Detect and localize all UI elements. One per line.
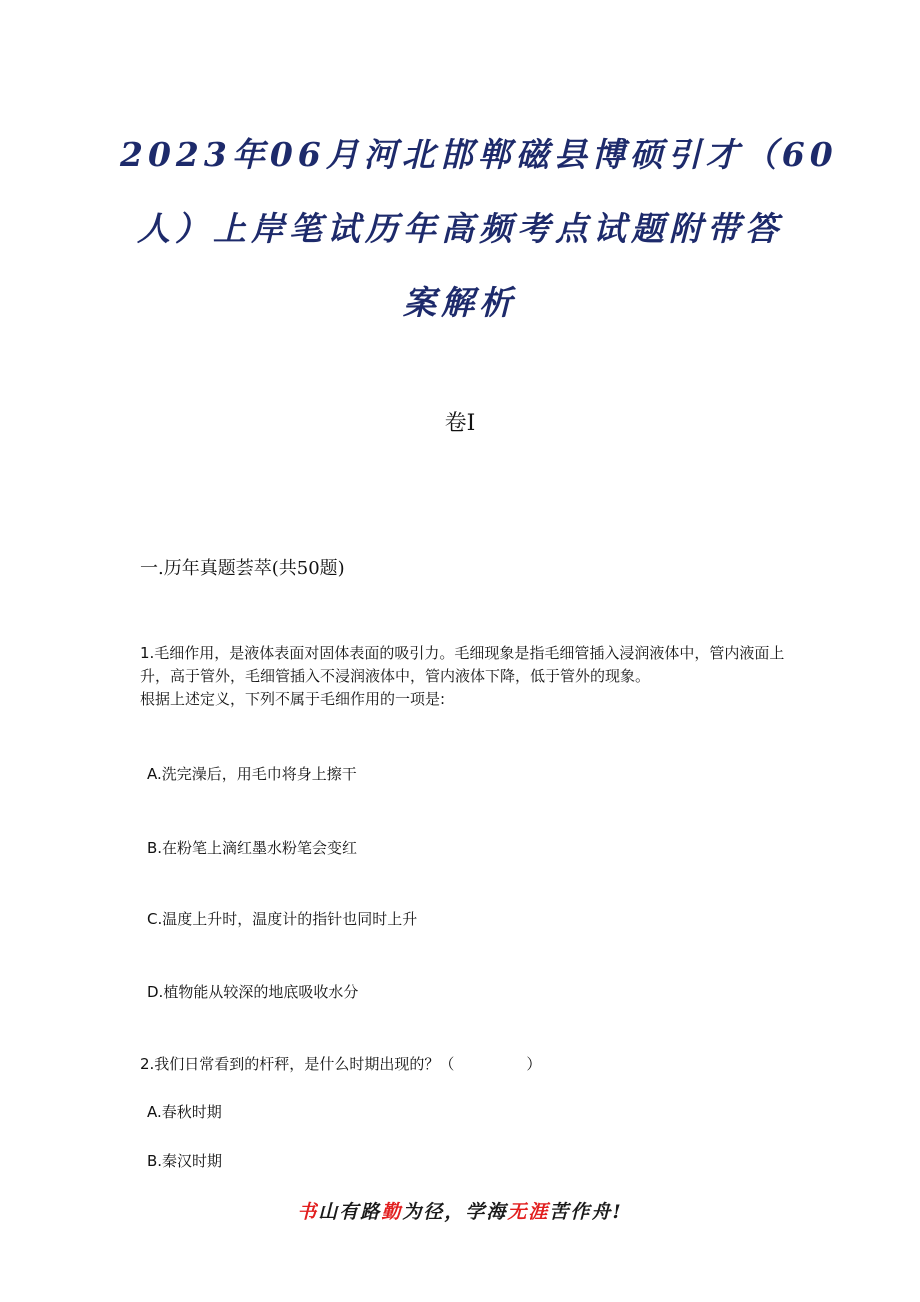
question-1-option-d: D.植物能从较深的地底吸收水分 <box>147 983 359 1001</box>
motto-segment-2: 山有路 <box>318 1201 382 1223</box>
motto-segment-5: 无涯 <box>507 1201 550 1223</box>
question-1-stem: 1.毛细作用，是液体表面对固体表面的吸引力。毛细现象是指毛细管插入浸润液体中，管内液面上升，高于管外，毛细管插入不浸润液体中，管内液体下降，低于管外的现象。 <box>140 644 785 685</box>
question-1 <box>140 642 790 711</box>
title-line-3: 案解析 <box>403 283 517 322</box>
question-1-option-c: C.温度上升时，温度计的指针也同时上升 <box>147 910 418 928</box>
question-2-option-a: A.春秋时期 <box>147 1103 222 1121</box>
question-2-stem-end: ） <box>526 1055 542 1073</box>
motto-segment-6: 苦作舟! <box>549 1201 623 1223</box>
document-title <box>120 118 838 340</box>
title-line-1: 2023年06月河北邯郸磁县博硕引才（60 <box>120 135 838 174</box>
motto-segment-4: 为径，学海 <box>402 1201 508 1223</box>
question-2-stem <box>140 1052 541 1076</box>
volume-label: 卷I <box>444 411 476 436</box>
footer-motto <box>0 1196 920 1228</box>
motto-segment-3: 勤 <box>381 1201 403 1223</box>
question-2-option-b: B.秦汉时期 <box>147 1152 223 1170</box>
question-1-option-a: A.洗完澡后，用毛巾将身上擦干 <box>147 765 357 783</box>
question-2-stem-start: 2.我们日常看到的杆秤，是什么时期出现的？（ <box>140 1055 455 1073</box>
section-title: 一.历年真题荟萃(共50题) <box>140 558 345 579</box>
motto-segment-1: 书 <box>297 1201 319 1223</box>
question-1-prompt: 根据上述定义，下列不属于毛细作用的一项是: <box>140 690 446 708</box>
title-line-2: 人）上岸笔试历年高频考点试题附带答 <box>137 209 783 248</box>
question-1-option-b: B.在粉笔上滴红墨水粉笔会变红 <box>147 839 358 857</box>
